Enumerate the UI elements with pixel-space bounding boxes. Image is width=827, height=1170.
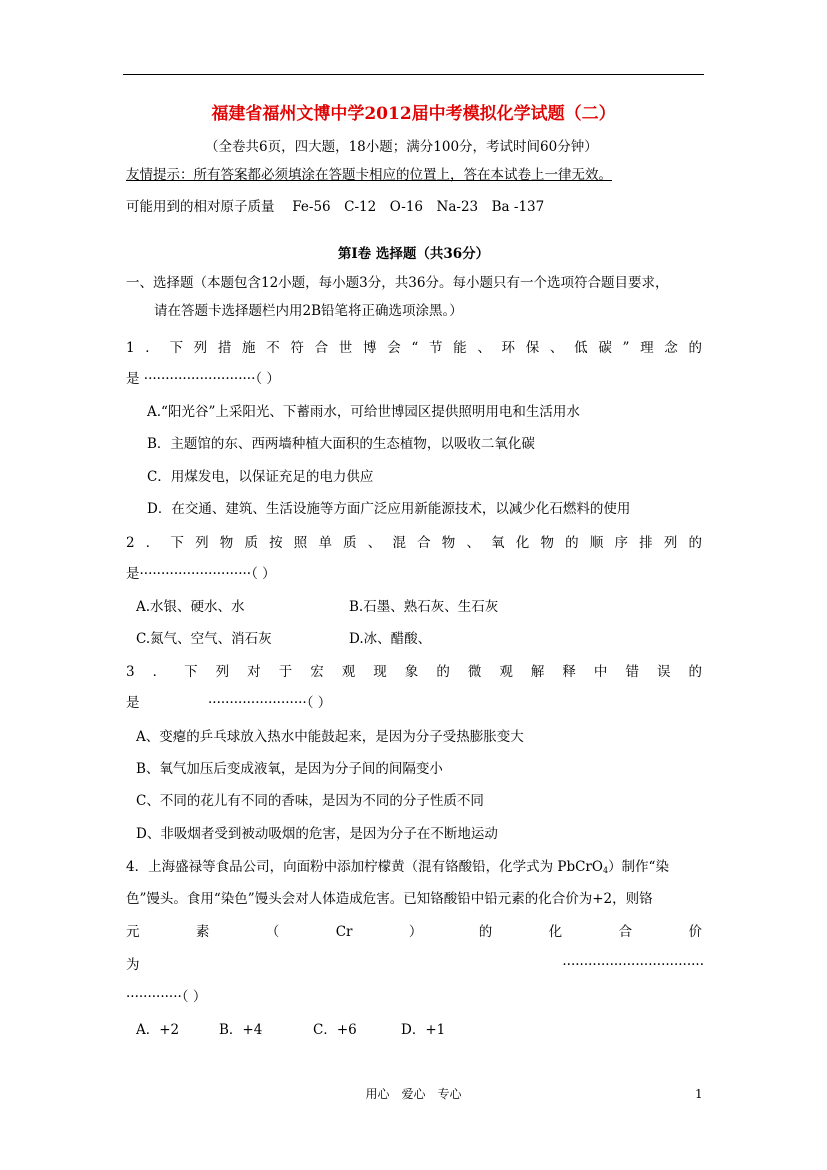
q1-stem-line2: 是 ··························（ ） bbox=[126, 371, 280, 387]
section-title: 第Ⅰ卷 选择题（共36分） bbox=[337, 246, 490, 262]
q1-option-b: B．主题馆的东、西两墙种植大面积的生态植物，以吸收二氧化碳 bbox=[147, 436, 535, 452]
q3-stem-line2b: ·······················（ ） bbox=[208, 695, 332, 711]
q4-stem-line4: 为································· bbox=[126, 957, 704, 973]
q1-option-d: D．在交通、建筑、生活设施等方面广泛应用新能源技术，以减少化石燃料的使用 bbox=[147, 501, 631, 517]
q3-option-a: A、变瘪的乒乓球放入热水中能鼓起来，是因为分子受热膨胀变大 bbox=[136, 729, 524, 745]
q4-stem-line5: ·············（ ） bbox=[126, 989, 207, 1005]
q3-stem-line1: 3．下列对于宏观现象的微观解释中错误的 bbox=[126, 664, 702, 680]
footer-motto: 用心 爱心 专心 bbox=[365, 1087, 462, 1101]
q4-stem-line1 bbox=[126, 858, 669, 880]
q3-option-d: D、非吸烟者受到被动吸烟的危害，是因为分子在不断地运动 bbox=[136, 826, 498, 842]
q4-stem-line1-text: 4．上海盛禄等食品公司，向面粉中添加柠檬黄（混有铬酸铅，化学式为 PbCrO bbox=[126, 859, 603, 875]
q4-stem-line1-tail: ）制作“染 bbox=[608, 859, 669, 875]
friendly-tip: 友情提示：所有答案都必须填涂在答题卡相应的位置上，答在本试卷上一律无效。 bbox=[126, 167, 612, 183]
page-title: 福建省福州文博中学2012届中考模拟化学试题（二） bbox=[211, 104, 616, 124]
q4-option-d: D．+1 bbox=[401, 1022, 446, 1038]
q2-option-a: A.水银、硬水、水 bbox=[136, 599, 245, 615]
q4-stem-line2: 色”馒头。食用“染色”馒头会对人体造成危害。已知铬酸铅中铅元素的化合价为+2，则铬 bbox=[126, 891, 653, 907]
q4-stem-line3: 元素（Cr）的化合价 bbox=[126, 924, 702, 940]
q1-option-a: A.“阳光谷”上采阳光、下蓄雨水，可给世博园区提供照明用电和生活用水 bbox=[147, 404, 580, 420]
q3-option-b: B、氧气加压后变成液氧，是因为分子间的间隔变小 bbox=[136, 761, 443, 777]
exam-info: （全卷共6页，四大题，18小题；满分100分，考试时间60分钟） bbox=[205, 139, 598, 155]
q1-option-c: C．用煤发电，以保证充足的电力供应 bbox=[147, 469, 374, 485]
q2-stem-line2: 是··························（ ） bbox=[126, 566, 276, 582]
page-number: 1 bbox=[695, 1087, 703, 1101]
q2-option-c: C.氮气、空气、消石灰 bbox=[136, 631, 272, 647]
q4-formula-subscript: 4 bbox=[602, 866, 609, 875]
q4-option-c: C．+6 bbox=[313, 1022, 357, 1038]
q3-stem-line2a: 是 bbox=[126, 695, 140, 711]
section-instruction-2: 请在答题卡选择题栏内用2B铅笔将正确选项涂黑。） bbox=[154, 303, 463, 319]
q4-option-b: B．+4 bbox=[219, 1022, 263, 1038]
q4-option-a: A．+2 bbox=[136, 1022, 180, 1038]
q2-option-b: B.石墨、熟石灰、生石灰 bbox=[349, 599, 499, 615]
q3-option-c: C、不同的花儿有不同的香味，是因为不同的分子性质不同 bbox=[136, 793, 484, 809]
q2-stem-line1: 2．下列物质按照单质、混合物、氧化物的顺序排列的 bbox=[126, 535, 702, 551]
q2-option-d: D.冰、醋酸、 bbox=[349, 631, 432, 647]
header-rule bbox=[123, 74, 704, 75]
atomic-mass-line: 可能用到的相对原子质量 Fe-56 C-12 O-16 Na-23 Ba -137 bbox=[126, 199, 545, 215]
section-instruction-1: 一、选择题（本题包含12小题，每小题3分，共36分。每小题只有一个选项符合题目要求， bbox=[126, 275, 669, 291]
q1-stem-line1: 1．下列措施不符合世博会“节能、环保、低碳”理念的 bbox=[126, 340, 702, 356]
